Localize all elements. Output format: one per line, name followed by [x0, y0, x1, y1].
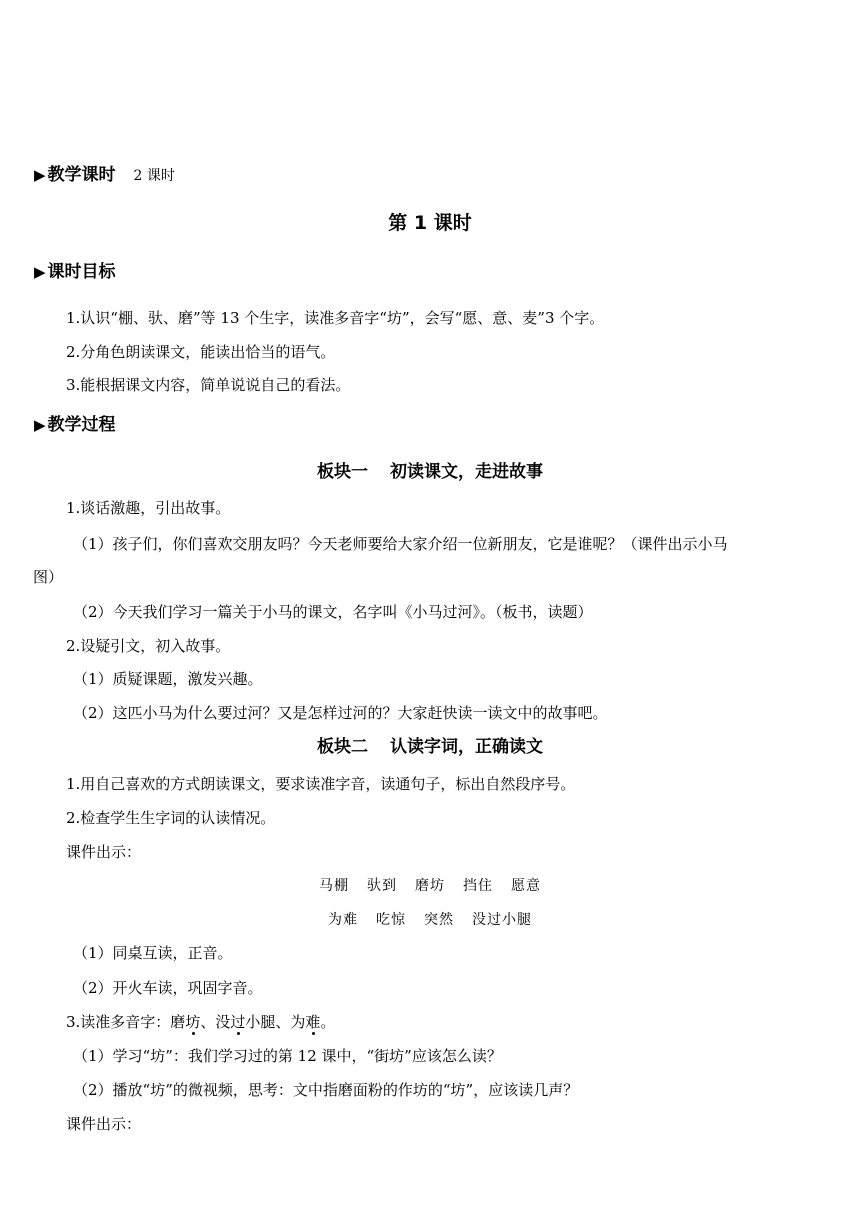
word-item: 驮到	[367, 878, 397, 894]
paragraph: （2）今天我们学习一篇关于小马的课文，名字叫《小马过河》。（板书，读题）	[73, 603, 593, 621]
triangle-bullet-icon: ▶	[34, 416, 46, 434]
section-heading-hours: ▶ 教学课时 2 课时	[34, 165, 175, 185]
word-item: 马棚	[319, 878, 349, 894]
hours-value: 2 课时	[133, 168, 175, 184]
paragraph: 1.谈话激趣，引出故事。	[66, 499, 231, 517]
paragraph: （1）质疑课题，激发兴趣。	[73, 670, 263, 688]
word-item: 磨坊	[415, 878, 445, 894]
paragraph: （2）开火车读，巩固字音。	[73, 979, 263, 997]
goal-item: 2.分角色朗读课文，能读出恰当的语气。	[66, 343, 336, 361]
triangle-bullet-icon: ▶	[34, 263, 46, 281]
word-item: 没过小腿	[472, 912, 532, 928]
lesson-title: 第 1 课时	[388, 212, 472, 234]
block-one-title: 板块一 初读课文，走进故事	[317, 462, 543, 482]
emphasized-char: 难	[305, 1013, 321, 1031]
paragraph: 1.用自己喜欢的方式朗读课文，要求读准字音，读通句子，标出自然段序号。	[66, 775, 576, 793]
paragraph-polyphone: 3.读准多音字：磨坊、没过小腿、为难。	[66, 1013, 336, 1031]
paragraph: （2）这匹小马为什么要过河？又是怎样过河的？大家赶快读一读文中的故事吧。	[73, 704, 608, 722]
paragraph: 课件出示：	[66, 1115, 142, 1133]
paragraph: （1）孩子们，你们喜欢交朋友吗？今天老师要给大家介绍一位新朋友，它是谁呢？（课件出示小马	[73, 535, 728, 553]
word-item: 为难	[328, 912, 358, 928]
paragraph: （2）播放“坊”的微视频，思考：文中指磨面粉的作坊的“坊”，应该读几声？	[73, 1081, 579, 1099]
emphasized-char: 过	[230, 1013, 246, 1031]
section-heading-process: ▶ 教学过程	[34, 415, 116, 435]
word-list-row	[0, 876, 860, 896]
word-item: 突然	[424, 912, 454, 928]
section-heading-goals: ▶ 课时目标	[34, 262, 116, 282]
word-list-row	[0, 910, 860, 930]
paragraph: （1）同桌互读，正音。	[73, 944, 233, 962]
block-two-title: 板块二 认读字词，正确读文	[317, 737, 543, 757]
word-item: 愿意	[511, 878, 541, 894]
paragraph: 图）	[33, 568, 64, 586]
paragraph: 2.设疑引文，初入故事。	[66, 637, 231, 655]
emphasized-char: 坊	[185, 1013, 201, 1031]
word-item: 挡住	[463, 878, 493, 894]
triangle-bullet-icon: ▶	[34, 166, 46, 184]
paragraph: 课件出示：	[66, 843, 142, 861]
goal-item: 1.认识“棚、驮、磨”等 13 个生字，读准多音字“坊”，会写“愿、意、麦”3 个字。	[66, 309, 605, 327]
paragraph: 2.检查学生生字词的认读情况。	[66, 809, 276, 827]
word-item: 吃惊	[376, 912, 406, 928]
goal-item: 3.能根据课文内容，简单说说自己的看法。	[66, 376, 351, 394]
paragraph: （1）学习“坊”：我们学习过的第 12 课中，“街坊”应该怎么读？	[73, 1047, 502, 1065]
